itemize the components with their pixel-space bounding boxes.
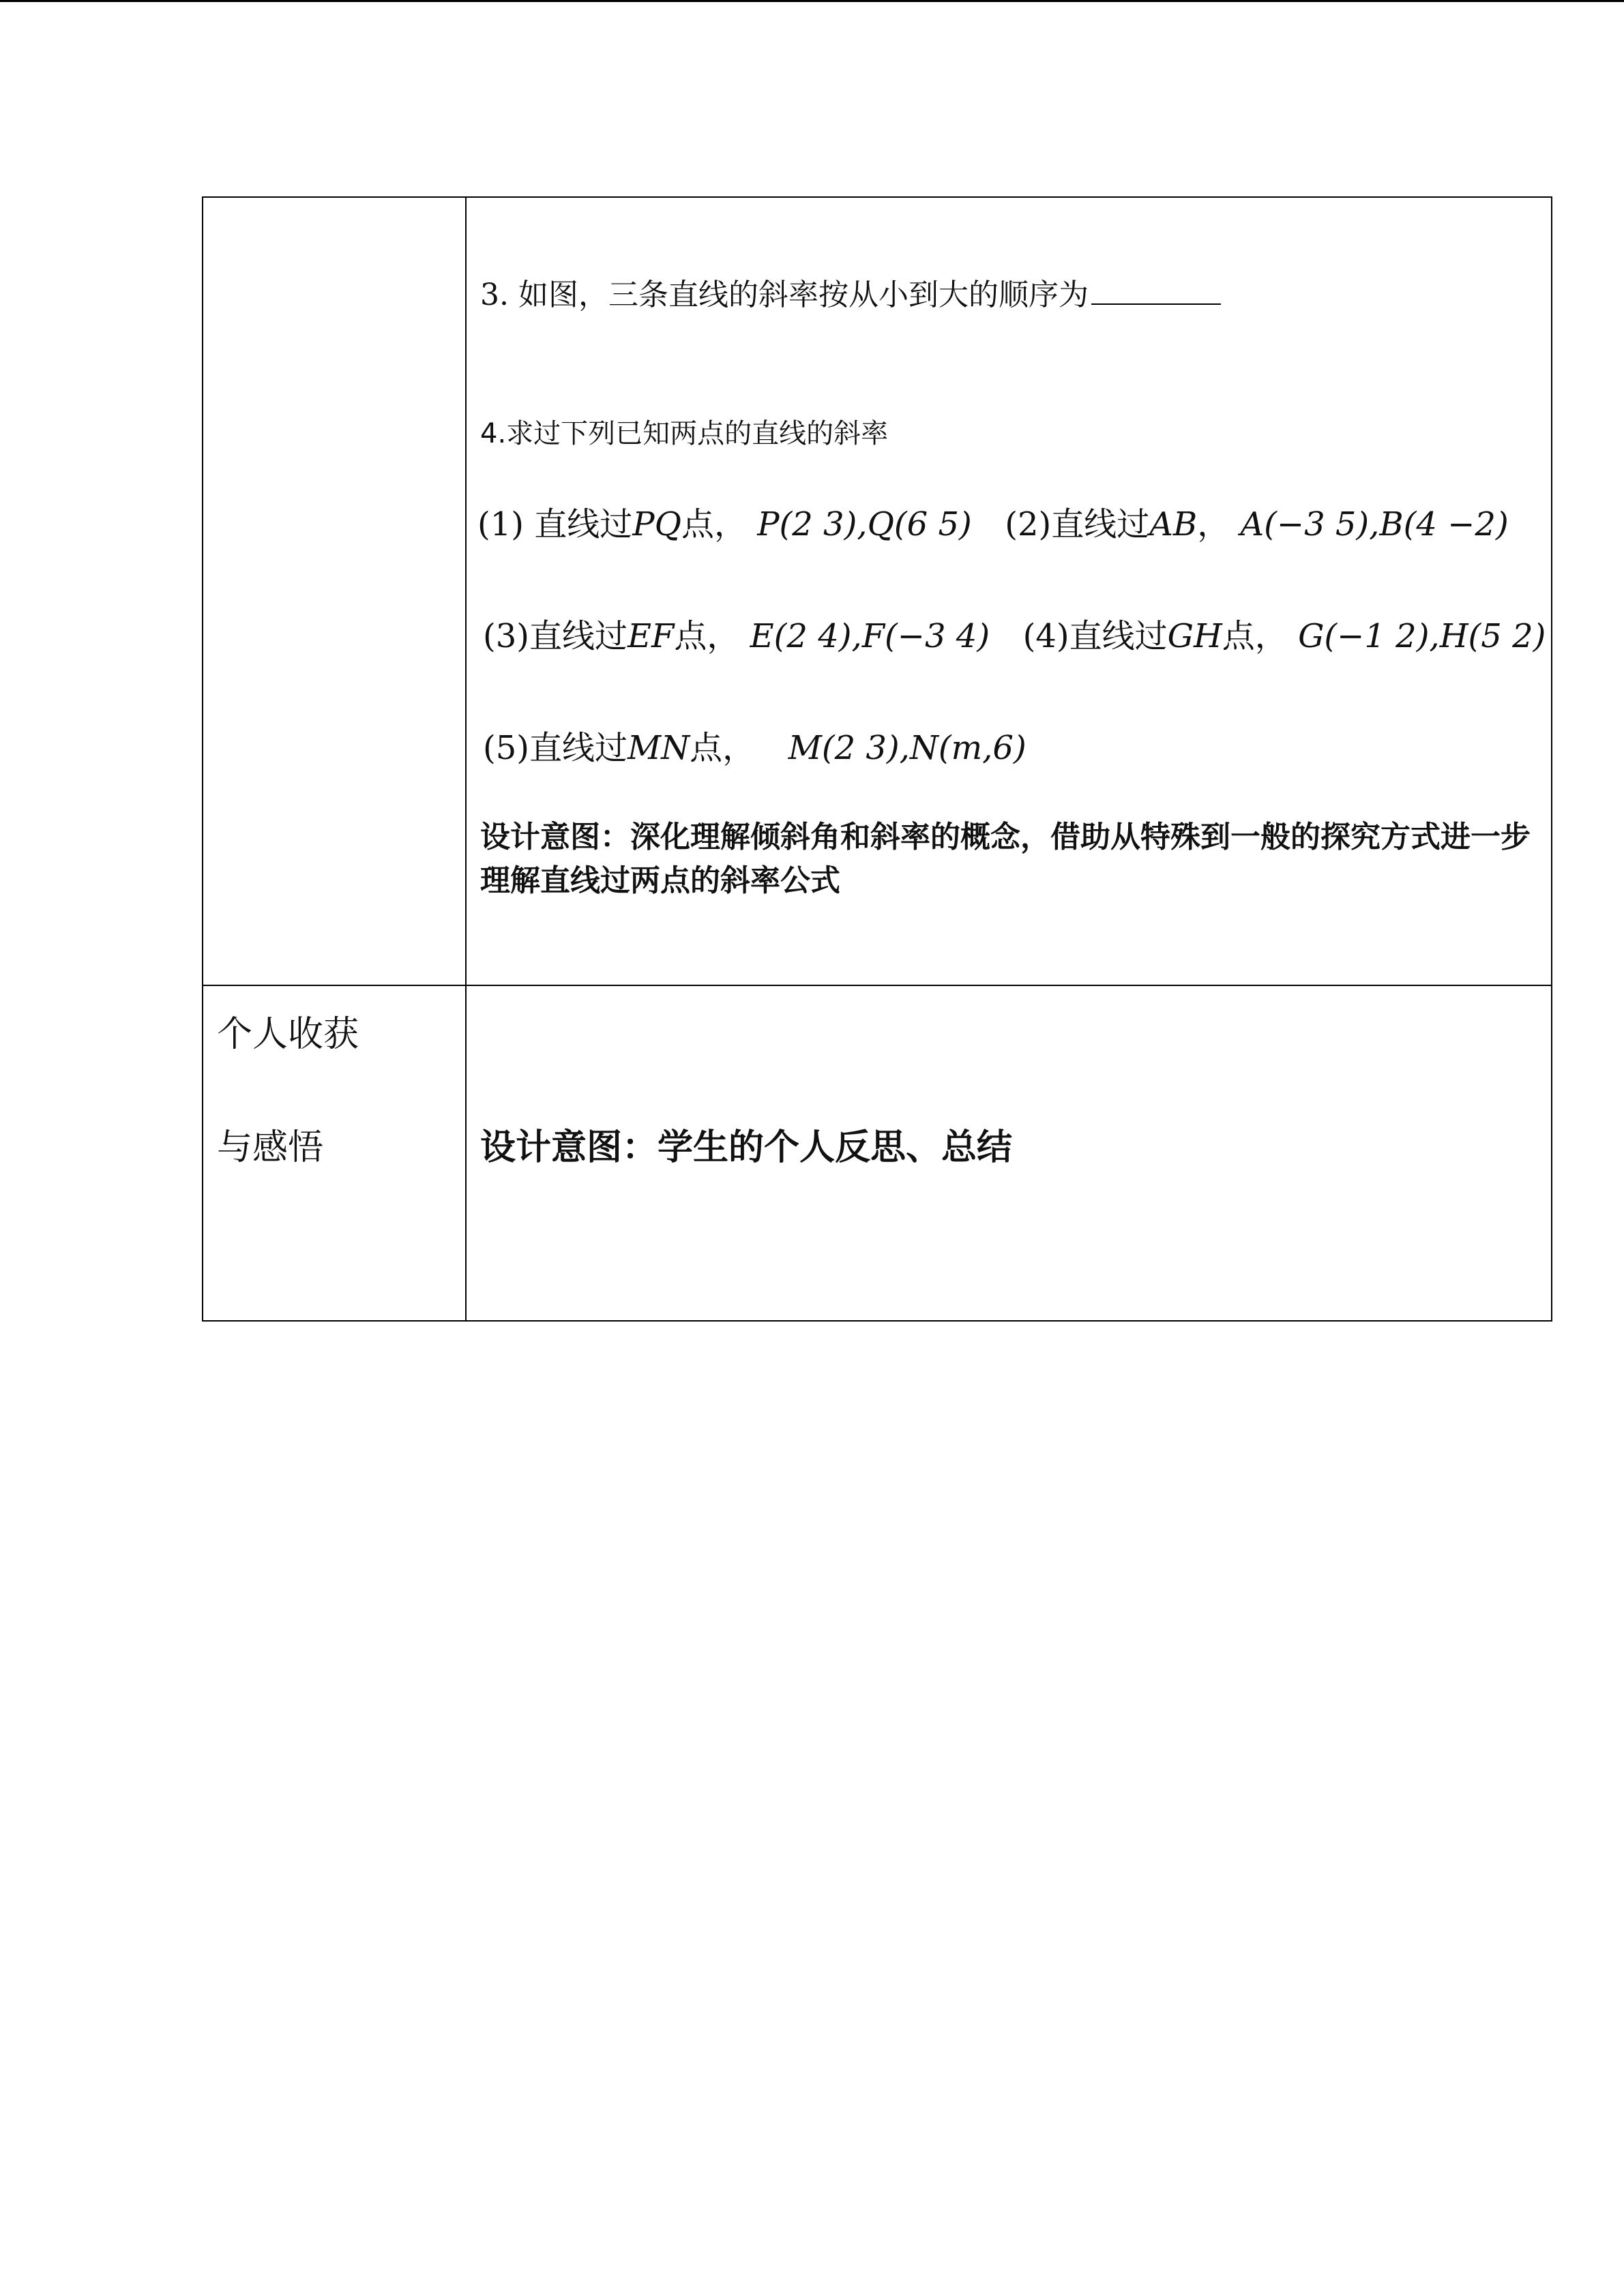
item-1-label: 直线过 [534, 505, 633, 543]
item-5-point-a: M(2 3), [788, 729, 910, 767]
question-3-text: 3. 如图，三条直线的斜率按从小到大的顺序为 [480, 278, 1089, 312]
item-5-point-b: N(m,6) [909, 729, 1027, 767]
item-5-num: (5) [483, 729, 529, 767]
item-4-point-b: H(5 2) [1439, 617, 1546, 655]
item-2-word: ， [1197, 505, 1230, 543]
item-4-label: 直线过 [1069, 617, 1168, 655]
item-1-name: PQ [632, 505, 681, 543]
design-intent-2: 设计意图：学生的个人反思、总结 [480, 1127, 1013, 1168]
item-3-point-a: E(2 4), [750, 617, 862, 655]
item-2-name: AB [1149, 505, 1198, 543]
item-5-label: 直线过 [529, 729, 628, 767]
item-3-name: EF [628, 617, 675, 655]
design-intent-1: 设计意图：深化理解倾斜角和斜率的概念，借助从特殊到一般的探究方式进一步理解直线过两点的斜率公式 [480, 820, 1531, 898]
item-4-num: (4) [1022, 617, 1069, 655]
item-1-num: (1) [477, 505, 524, 543]
item-4-word: 点， [1222, 617, 1288, 655]
item-3-word: 点， [674, 617, 740, 655]
item-1-point-b: Q(6 5) [867, 505, 972, 543]
row-label-line-1: 个人收获 [217, 1014, 359, 1055]
page-top-rule [0, 0, 1624, 2]
item-1-point-a: P(2 3), [757, 505, 868, 543]
question-4-title: 4.求过下列已知两点的直线的斜率 [480, 418, 889, 449]
item-3-num: (3) [483, 617, 529, 655]
item-3-label: 直线过 [529, 617, 628, 655]
item-4-name: GH [1167, 617, 1222, 655]
item-2-point-a: A(−3 5), [1240, 505, 1380, 543]
item-1-word: 点， [681, 505, 747, 543]
row-label-line-2: 与感悟 [217, 1127, 324, 1168]
item-5-word: 点， [690, 729, 756, 767]
question-4-line-2 [483, 610, 1546, 657]
item-4-point-a: G(−1 2), [1298, 617, 1440, 655]
item-2-num: (2) [1005, 505, 1052, 543]
question-4-line-1 [477, 498, 1509, 545]
item-2-point-b: B(4 −2) [1379, 505, 1509, 543]
item-5-name: MN [628, 729, 690, 767]
question-3 [480, 270, 1221, 314]
column-divider [465, 198, 467, 1320]
question-4-line-3 [483, 721, 1027, 769]
item-3-point-b: F(−3 4) [861, 617, 990, 655]
answer-blank [1091, 279, 1221, 305]
row-divider [203, 985, 1551, 986]
item-2-label: 直线过 [1051, 505, 1150, 543]
